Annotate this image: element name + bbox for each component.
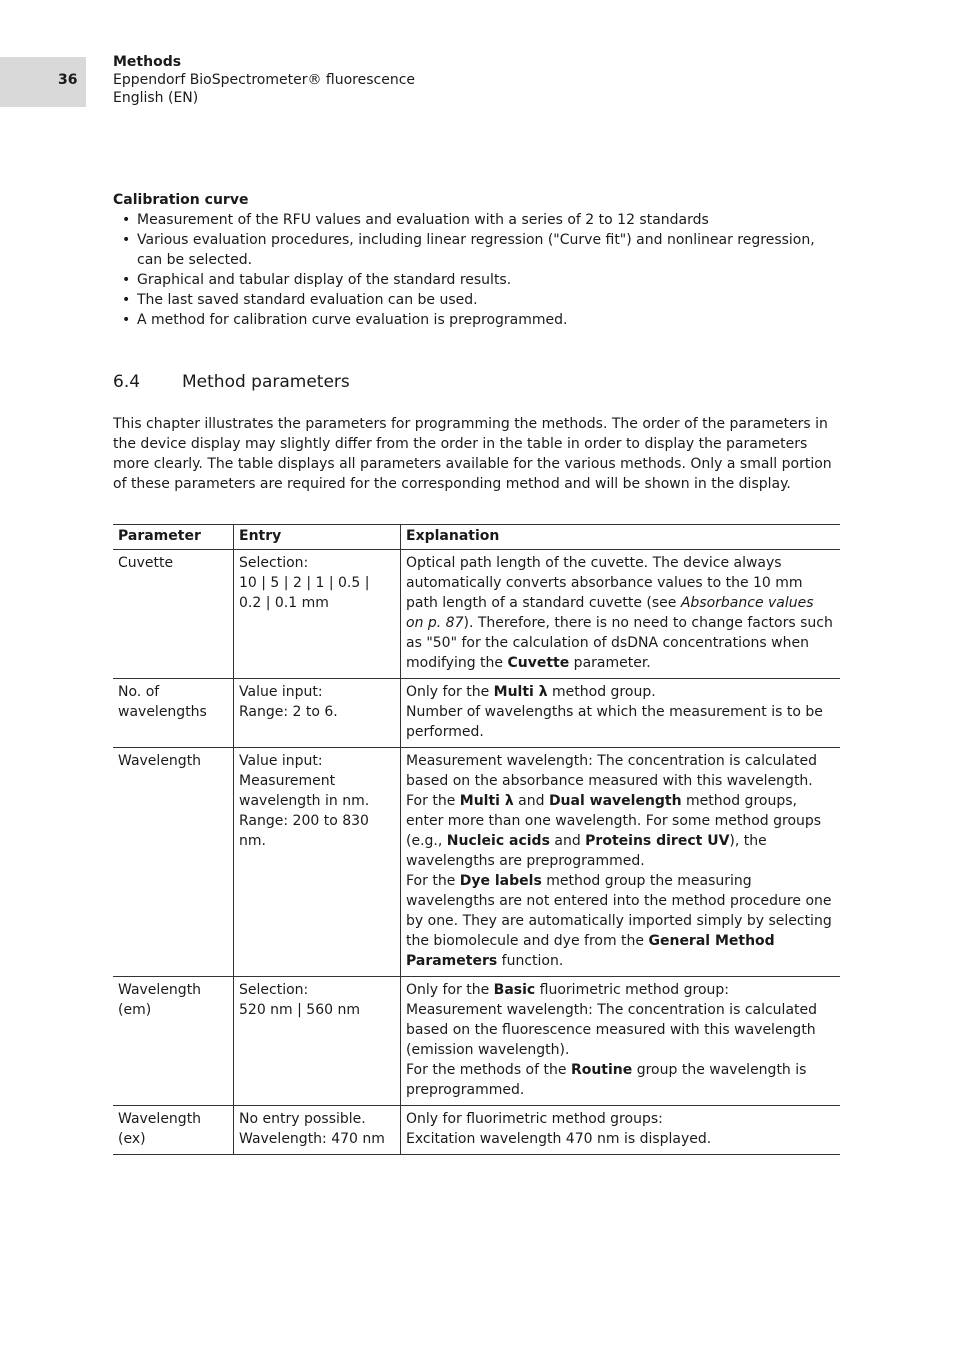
section-heading [113,370,350,394]
table-row [113,977,840,1106]
text-run: For the [406,793,460,809]
section-number: 6.4 [113,372,141,392]
text-run: ), the wavelengths are preprogrammed. [406,833,767,869]
text-run: method groups, enter more than one wavelength. For some method groups (e.g., [406,793,822,849]
entry-line: Range: 200 to 830 nm. [239,813,369,849]
text-run: Only for the [406,684,494,700]
explanation-cell [401,550,841,679]
explanation-line: Measurement wavelength: The concentration is calculated based on the absorbance measured with this wavelength. [406,753,818,789]
text-run: fluorimetric method group: [535,982,729,998]
text-run: group the wavelength is preprogrammed. [406,1062,807,1098]
bold-term: Nucleic acids [446,833,550,849]
entry-line: Selection: [239,555,309,571]
calibration-curve-title: Calibration curve [113,192,249,208]
running-header [113,53,415,107]
entry-cell [234,977,401,1106]
text-run: ). Therefore, there is no need to change factors such as "50" for the calculation of dsDNA concentrations when modifying the [406,615,833,671]
explanation-cell [401,748,841,977]
entry-cell [234,679,401,748]
section-title: Method parameters [182,372,350,392]
parameter-cell: No. of wavelengths [113,679,234,748]
calibration-curve-section [113,190,840,330]
header-language: English (EN) [113,90,199,106]
text-run: and [513,793,549,809]
explanation-line [406,791,835,871]
table-header-row [113,525,840,550]
list-item: • Measurement of the RFU values and evaluation with a series of 2 to 12 standards [113,210,840,230]
entry-line: No entry possible. [239,1111,366,1127]
explanation-line: Measurement wavelength: The concentration is calculated based on the fluorescence measured with this wavelength (emission wavelength). [406,1002,818,1058]
calibration-bullet-list [113,210,840,330]
list-item: • A method for calibration curve evaluation is preprogrammed. [113,310,840,330]
parameter-cell: Cuvette [113,550,234,679]
bold-term: Proteins direct UV [585,833,730,849]
text-run: For the [406,873,460,889]
explanation-line [406,682,835,702]
entry-line: Wavelength: 470 nm [239,1131,385,1147]
parameter-cell: Wavelength [113,748,234,977]
parameter-cell: Wavelength (em) [113,977,234,1106]
explanation-line: Only for fluorimetric method groups: [406,1111,663,1127]
explanation-line: Excitation wavelength 470 nm is displayed. [406,1131,712,1147]
bold-term: General Method Parameters [406,933,775,969]
text-run: Only for the [406,982,494,998]
table-row [113,550,840,679]
text-run: parameter. [569,655,651,671]
header-section: Methods [113,54,182,70]
cross-reference-link[interactable]: Absorbance values on p. 87 [406,595,814,631]
entry-line: 520 nm | 560 nm [239,1002,360,1018]
explanation-line [406,871,835,971]
bold-term: Multi λ [493,684,548,700]
entry-line: Range: 2 to 6. [239,704,338,720]
entry-line: Measurement wavelength in nm. [239,773,370,809]
parameter-cell: Wavelength (ex) [113,1106,234,1155]
table-row [113,1106,840,1155]
page-number: 36 [58,72,78,88]
header-product: Eppendorf BioSpectrometer® fluorescence [113,72,416,88]
table-row [113,679,840,748]
text-run: function. [497,953,564,969]
explanation-line [406,980,835,1000]
entry-cell [234,550,401,679]
entry-cell [234,1106,401,1155]
intro-paragraph: This chapter illustrates the parameters for programming the methods. The order of the parameters in the device display may slightly differ from the order in the table in order to display the parameters more clearly. The table displays all parameters available for the various methods. Only a small portion of these parameters are required for the corresponding method and will be shown in the display. [113,416,832,492]
bold-term: Dual wavelength [548,793,682,809]
entry-line: Selection: [239,982,309,998]
bold-term: Cuvette [507,655,570,671]
entry-line: 10 | 5 | 2 | 1 | 0.5 | 0.2 | 0.1 mm [239,575,370,611]
entry-line: Value input: [239,753,323,769]
explanation-cell [401,1106,841,1155]
explanation-line [406,1060,835,1100]
text-run: and [549,833,586,849]
entry-line: Value input: [239,684,323,700]
list-item: • Graphical and tabular display of the standard results. [113,270,840,290]
bold-term: Dye labels [459,873,542,889]
text-run: Optical path length of the cuvette. The device always automatically converts absorbance values to the 10 mm path length of a standard cuvette (see [406,555,803,611]
method-parameters-table [113,524,840,1155]
bold-term: Basic [493,982,536,998]
explanation-cell [401,977,841,1106]
text-run: method group the measuring wavelengths are not entered into the method procedure one by one. They are automatically imported simply by selecting the biomolecule and dye from the [406,873,832,949]
list-item: • The last saved standard evaluation can be used. [113,290,840,310]
text-run: For the methods of the [406,1062,571,1078]
explanation-cell [401,679,841,748]
explanation-line: Number of wavelengths at which the measurement is to be performed. [406,704,823,740]
table-row [113,748,840,977]
column-header-parameter: Parameter [113,525,234,550]
bold-term: Routine [570,1062,633,1078]
entry-cell [234,748,401,977]
bold-term: Multi λ [459,793,514,809]
list-item: • Various evaluation procedures, including linear regression ("Curve fit") and nonlinear regression, can be selected. [113,230,840,270]
column-header-entry: Entry [234,525,401,550]
column-header-explanation: Explanation [401,525,841,550]
text-run: method group. [547,684,656,700]
